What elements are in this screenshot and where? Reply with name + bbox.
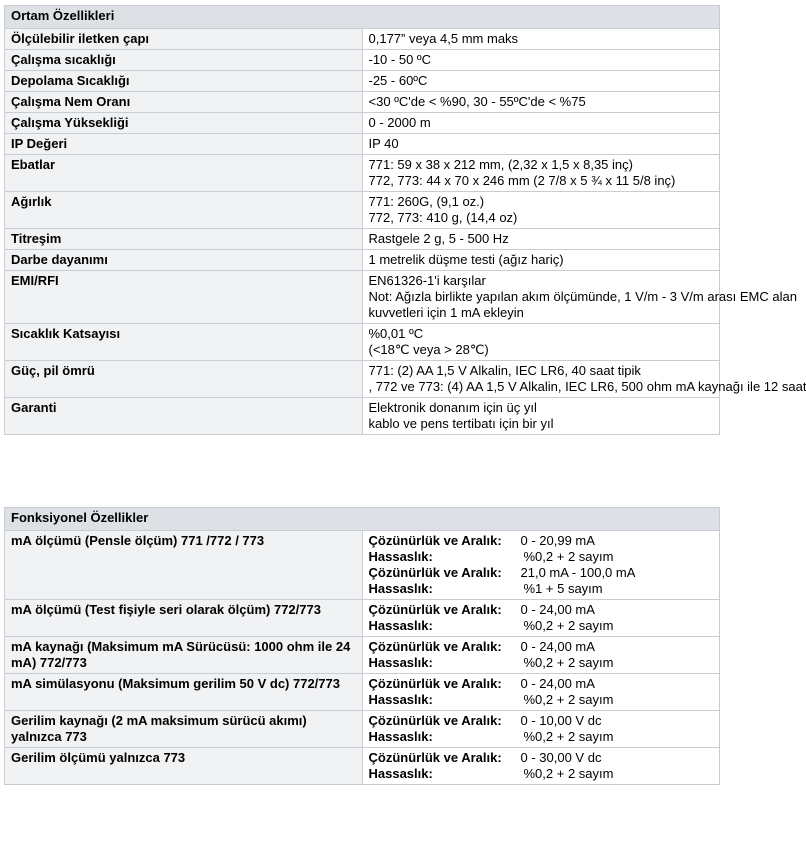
spec-label: EMI/RFI — [5, 271, 363, 324]
table-row — [5, 271, 720, 324]
spec-label: Depolama Sıcaklığı — [5, 71, 363, 92]
value-line: 772, 773: 410 g, (14,4 oz) — [368, 210, 518, 225]
spec-label: Titreşim — [5, 229, 363, 250]
spec-value — [362, 398, 720, 435]
table-row — [5, 531, 720, 600]
function-values — [362, 674, 720, 711]
table-row — [5, 50, 720, 71]
spec-value — [362, 250, 720, 271]
accuracy-value: %0,2 + 2 sayım — [523, 655, 614, 670]
resolution-range-label: Çözünürlük ve Aralık: — [368, 713, 502, 728]
accuracy-label: Hassaslık: — [368, 692, 433, 707]
spec-label: Çalışma Nem Oranı — [5, 92, 363, 113]
table-row — [5, 748, 720, 785]
value-line: 771: (2) AA 1,5 V Alkalin, IEC LR6, 40 saat tipik — [368, 363, 641, 378]
function-values — [362, 748, 720, 785]
table-row — [5, 361, 720, 398]
resolution-range-label: Çözünürlük ve Aralık: — [368, 533, 502, 548]
accuracy-label: Hassaslık: — [368, 549, 433, 564]
spec-value — [362, 155, 720, 192]
value-line: EN61326-1'i karşılar — [368, 273, 486, 288]
spec-label: IP Değeri — [5, 134, 363, 155]
accuracy-value: %0,2 + 2 sayım — [523, 618, 614, 633]
value-line: Elektronik donanım için üç yıl — [368, 400, 537, 415]
table-row — [5, 134, 720, 155]
spec-value — [362, 92, 720, 113]
function-values — [362, 531, 720, 600]
environmental-specs-table — [4, 5, 806, 435]
resolution-range-value: 0 - 10,00 V dc — [520, 713, 602, 728]
value-line: IP 40 — [368, 136, 399, 151]
spec-value — [362, 50, 720, 71]
value-line: %0,01 ºC — [368, 326, 424, 341]
accuracy-label: Hassaslık: — [368, 766, 433, 781]
accuracy-value: %0,2 + 2 sayım — [523, 729, 614, 744]
spec-label: Sıcaklık Katsayısı — [5, 324, 363, 361]
spec-value — [362, 324, 720, 361]
table-row — [5, 192, 720, 229]
function-label: Gerilim ölçümü yalnızca 773 — [5, 748, 363, 785]
resolution-range-value: 0 - 24,00 mA — [520, 676, 595, 691]
spec-value — [362, 134, 720, 155]
resolution-range-label: Çözünürlük ve Aralık: — [368, 639, 502, 654]
section-header-row — [5, 6, 720, 29]
spec-label: Güç, pil ömrü — [5, 361, 363, 398]
section-header: Ortam Özellikleri — [5, 6, 720, 29]
table-row — [5, 250, 720, 271]
value-line: <30 ºC'de < %90, 30 - 55ºC'de < %75 — [368, 94, 586, 109]
table-row — [5, 674, 720, 711]
accuracy-label: Hassaslık: — [368, 581, 433, 596]
accuracy-label: Hassaslık: — [368, 655, 433, 670]
spec-label: Garanti — [5, 398, 363, 435]
spec-label: Çalışma sıcaklığı — [5, 50, 363, 71]
spec-value — [362, 71, 720, 92]
spec-value — [362, 192, 720, 229]
resolution-range-value: 0 - 24,00 mA — [520, 639, 595, 654]
value-line: , 772 ve 773: (4) AA 1,5 V Alkalin, IEC LR6, 500 ohm mA kaynağı ile 12 saat — [368, 379, 806, 394]
resolution-range-value: 0 - 30,00 V dc — [520, 750, 602, 765]
value-line: kablo ve pens tertibatı için bir yıl — [368, 416, 554, 431]
spec-label: Darbe dayanımı — [5, 250, 363, 271]
function-label: Gerilim kaynağı (2 mA maksimum sürücü akımı) yalnızca 773 — [5, 711, 363, 748]
table-row — [5, 229, 720, 250]
resolution-range-label: Çözünürlük ve Aralık: — [368, 750, 502, 765]
accuracy-value: %0,2 + 2 sayım — [523, 692, 614, 707]
value-line: 1 metrelik düşme testi (ağız hariç) — [368, 252, 564, 267]
resolution-range-label: Çözünürlük ve Aralık: — [368, 602, 502, 617]
function-values — [362, 711, 720, 748]
spec-value — [362, 229, 720, 250]
table-row — [5, 398, 720, 435]
spec-label: Ebatlar — [5, 155, 363, 192]
value-line: 0,177” veya 4,5 mm maks — [368, 31, 519, 46]
function-label: mA ölçümü (Pensle ölçüm) 771 /772 / 773 — [5, 531, 363, 600]
function-values — [362, 637, 720, 674]
accuracy-label: Hassaslık: — [368, 729, 433, 744]
table-row — [5, 711, 720, 748]
accuracy-value: %0,2 + 2 sayım — [523, 549, 614, 564]
spec-label: Çalışma Yüksekliği — [5, 113, 363, 134]
section-header: Fonksiyonel Özellikler — [5, 508, 720, 531]
value-line: -10 - 50 ºC — [368, 52, 432, 67]
resolution-range-value: 0 - 24,00 mA — [520, 602, 595, 617]
section-header-row — [5, 508, 720, 531]
function-values — [362, 600, 720, 637]
accuracy-label: Hassaslık: — [368, 618, 433, 633]
resolution-range-value: 21,0 mA - 100,0 mA — [520, 565, 636, 580]
table-row — [5, 29, 720, 50]
value-line: 771: 260G, (9,1 oz.) — [368, 194, 485, 209]
value-line: kuvvetleri için 1 mA ekleyin — [368, 305, 524, 320]
function-label: mA ölçümü (Test fişiyle seri olarak ölçüm) 772/773 — [5, 600, 363, 637]
spec-label: Ağırlık — [5, 192, 363, 229]
table-row — [5, 324, 720, 361]
spec-value — [362, 361, 806, 398]
table-row — [5, 600, 720, 637]
spec-label: Ölçülebilir iletken çapı — [5, 29, 363, 50]
table-row — [5, 92, 720, 113]
accuracy-value: %1 + 5 sayım — [523, 581, 603, 596]
resolution-range-value: 0 - 20,99 mA — [520, 533, 595, 548]
function-label: mA simülasyonu (Maksimum gerilim 50 V dc) 772/773 — [5, 674, 363, 711]
value-line: Not: Ağızla birlikte yapılan akım ölçümünde, 1 V/m - 3 V/m arası EMC alan — [368, 289, 797, 304]
resolution-range-label: Çözünürlük ve Aralık: — [368, 565, 502, 580]
value-line: 772, 773: 44 x 70 x 246 mm (2 7/8 x 5 ¾ x 11 5/8 inç) — [368, 173, 676, 188]
value-line: -25 - 60ºC — [368, 73, 428, 88]
value-line: 771: 59 x 38 x 212 mm, (2,32 x 1,5 x 8,35 inç) — [368, 157, 633, 172]
resolution-range-label: Çözünürlük ve Aralık: — [368, 676, 502, 691]
spec-value — [362, 29, 720, 50]
value-line: Rastgele 2 g, 5 - 500 Hz — [368, 231, 509, 246]
function-label: mA kaynağı (Maksimum mA Sürücüsü: 1000 ohm ile 24 mA) 772/773 — [5, 637, 363, 674]
value-line: (<18℃ veya > 28℃) — [368, 342, 489, 357]
functional-specs-table — [4, 507, 720, 785]
table-row — [5, 637, 720, 674]
table-row — [5, 155, 720, 192]
spec-value — [362, 271, 797, 324]
table-row — [5, 71, 720, 92]
value-line: 0 - 2000 m — [368, 115, 431, 130]
spec-value — [362, 113, 720, 134]
table-row — [5, 113, 720, 134]
accuracy-value: %0,2 + 2 sayım — [523, 766, 614, 781]
